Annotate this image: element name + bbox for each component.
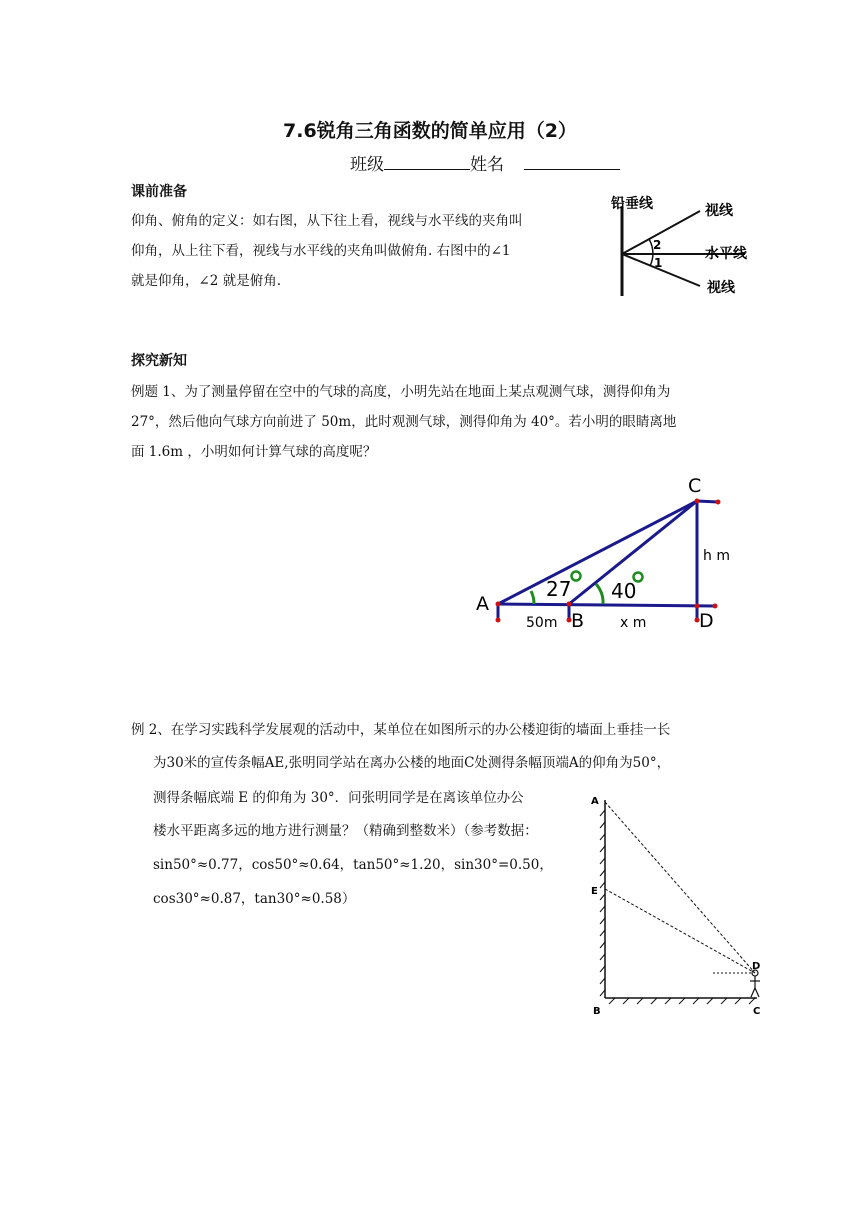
building-figure bbox=[585, 790, 770, 1025]
name-blank[interactable] bbox=[524, 153, 620, 170]
example1-paragraph bbox=[131, 377, 751, 467]
name-label: 姓名 bbox=[470, 155, 504, 175]
class-name-line bbox=[350, 150, 620, 175]
prep-paragraph bbox=[131, 206, 591, 296]
section-heading-explore: 探究新知 bbox=[131, 353, 187, 369]
point-d-label: D bbox=[752, 961, 761, 972]
horizontal-label: 水平线 bbox=[705, 246, 747, 262]
example2-line4: 楼水平距离多远的地方进行测量？（精确到整数米）（参考数据： bbox=[153, 823, 538, 839]
ab-length-label: 50m bbox=[526, 615, 558, 631]
point-b-label: B bbox=[571, 610, 585, 632]
example2-line1: 例 2、在学习实践科学发展观的活动中，某单位在如图所示的办公楼迎街的墙面上垂挂一长 bbox=[131, 722, 671, 738]
example2-line3: 测得条幅底端 E 的仰角为 30°．问张明同学是在离该单位办公 bbox=[153, 790, 524, 806]
example1-line: 例题 1、为了测量停留在空中的气球的高度，小明先站在地面上某点观测气球，测得仰角为 bbox=[131, 384, 671, 400]
prep-line: 仰角，从上往下看，视线与水平线的夹角叫做俯角. 右图中的∠1 bbox=[131, 243, 511, 259]
prep-line: 就是仰角，∠2 就是俯角. bbox=[131, 273, 281, 289]
point-d-label: D bbox=[699, 610, 714, 632]
example1-line: 27°，然后他向气球方向前进了 50m，此时观测气球，测得仰角为 40°。若小明的眼睛离地 bbox=[131, 414, 677, 430]
prep-line: 仰角、俯角的定义：如右图，从下往上看，视线与水平线的夹角叫 bbox=[131, 213, 523, 229]
class-label: 班级 bbox=[350, 155, 384, 175]
angle2-arc bbox=[650, 254, 653, 266]
line-ad bbox=[498, 604, 715, 606]
balloon-figure bbox=[470, 470, 740, 640]
distance-label: x m bbox=[620, 615, 647, 631]
degree-icon bbox=[572, 572, 581, 581]
person-icon bbox=[750, 970, 760, 997]
line-ac bbox=[498, 501, 697, 604]
sight-line-a bbox=[605, 802, 755, 973]
sight-top-label: 视线 bbox=[705, 203, 733, 219]
point-a-label: A bbox=[591, 796, 599, 807]
height-label: h m bbox=[703, 548, 730, 564]
angle-b-arc bbox=[596, 584, 603, 604]
section-heading-prep: 课前准备 bbox=[131, 184, 187, 200]
angle-b-label: 40 bbox=[611, 579, 637, 603]
example2-line6: cos30°≈0.87，tan30°≈0.58） bbox=[153, 891, 356, 907]
point-a-label: A bbox=[476, 593, 489, 615]
sight-line-e bbox=[605, 889, 755, 973]
example1-line: 面 1.6m ，小明如何计算气球的高度呢？ bbox=[131, 444, 377, 460]
angle-a-arc bbox=[531, 591, 534, 604]
point-e-label: E bbox=[591, 886, 598, 897]
line-c-extension bbox=[697, 501, 718, 502]
angle-definition-figure bbox=[605, 188, 765, 300]
page-title: 7.6锐角三角函数的简单应用（2） bbox=[283, 120, 577, 142]
plumb-label: 铅垂线 bbox=[611, 196, 653, 212]
sight-bottom-label: 视线 bbox=[707, 280, 735, 296]
class-blank[interactable] bbox=[384, 153, 470, 170]
example2-line5: sin50°≈0.77，cos50°≈0.64，tan50°≈1.20，sin30°=0.50， bbox=[153, 857, 553, 873]
point-c-label: C bbox=[688, 475, 702, 497]
angle2-label: 2 bbox=[653, 238, 662, 252]
angle1-label: 1 bbox=[654, 256, 663, 270]
point-c-label: C bbox=[753, 1006, 761, 1017]
example2-line2: 为30米的宣传条幅AE,张明同学站在离办公楼的地面C处测得条幅顶端A的仰角为50°， bbox=[153, 755, 671, 771]
point-b-label: B bbox=[593, 1006, 601, 1017]
angle-a-label: 27 bbox=[546, 577, 572, 601]
